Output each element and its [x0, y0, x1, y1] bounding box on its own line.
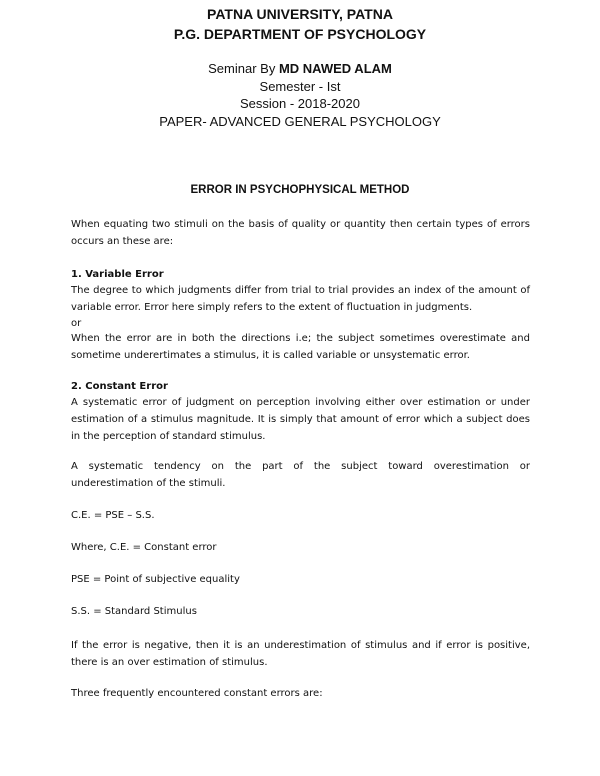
constant-errors-intro: Three frequently encountered constant errors are:: [71, 688, 323, 699]
document-title: ERROR IN PSYCHOPHYSICAL METHOD: [190, 184, 410, 196]
session-line: Session - 2018-2020: [240, 96, 360, 111]
error-sign-paragraph: If the error is negative, then it is an underestimation of stimulus and if error is positive, there is an over estimation of stimulus.: [71, 640, 530, 668]
seminar-line: [0, 61, 600, 76]
semester-line: Semester - Ist: [259, 79, 341, 94]
definition-ce: Where, C.E. = Constant error: [71, 542, 217, 553]
or-text: or: [71, 318, 82, 329]
constant-error-paragraph-2: A systematic tendency on the part of the subject toward overestimation or underestimation of the stimuli.: [71, 461, 530, 489]
definition-ss: S.S. = Standard Stimulus: [71, 606, 197, 617]
variable-error-paragraph: The degree to which judgments differ from trial to trial provides an index of the amount of variable error. Error here simply refers to the extent of fluctuation in judgments.: [71, 285, 530, 313]
constant-error-paragraph: A systematic error of judgment on perception involving either over estimation or under estimation of a stimulus magnitude. It is simply that amount of error which a subject does in the perception of standard stimulus.: [71, 397, 530, 442]
section-heading-variable-error: 1. Variable Error: [71, 269, 164, 280]
definition-pse: PSE = Point of subjective equality: [71, 574, 240, 585]
paper-line: PAPER- ADVANCED GENERAL PSYCHOLOGY: [159, 114, 441, 129]
department-name: P.G. DEPARTMENT OF PSYCHOLOGY: [173, 26, 427, 42]
section-heading-constant-error: 2. Constant Error: [71, 381, 168, 392]
variable-error-paragraph-2: When the error are in both the directions i.e; the subject sometimes overestimate and sometime underertimates a stimulus, it is called variable or unsystematic error.: [71, 333, 530, 361]
university-name: PATNA UNIVERSITY, PATNA: [207, 6, 393, 22]
intro-paragraph: When equating two stimuli on the basis of quality or quantity then certain types of errors occurs an these are:: [71, 219, 530, 247]
seminar-author: MD NAWED ALAM: [278, 61, 392, 76]
seminar-prefix: Seminar By: [208, 61, 279, 76]
constant-error-formula: C.E. = PSE – S.S.: [71, 510, 155, 521]
